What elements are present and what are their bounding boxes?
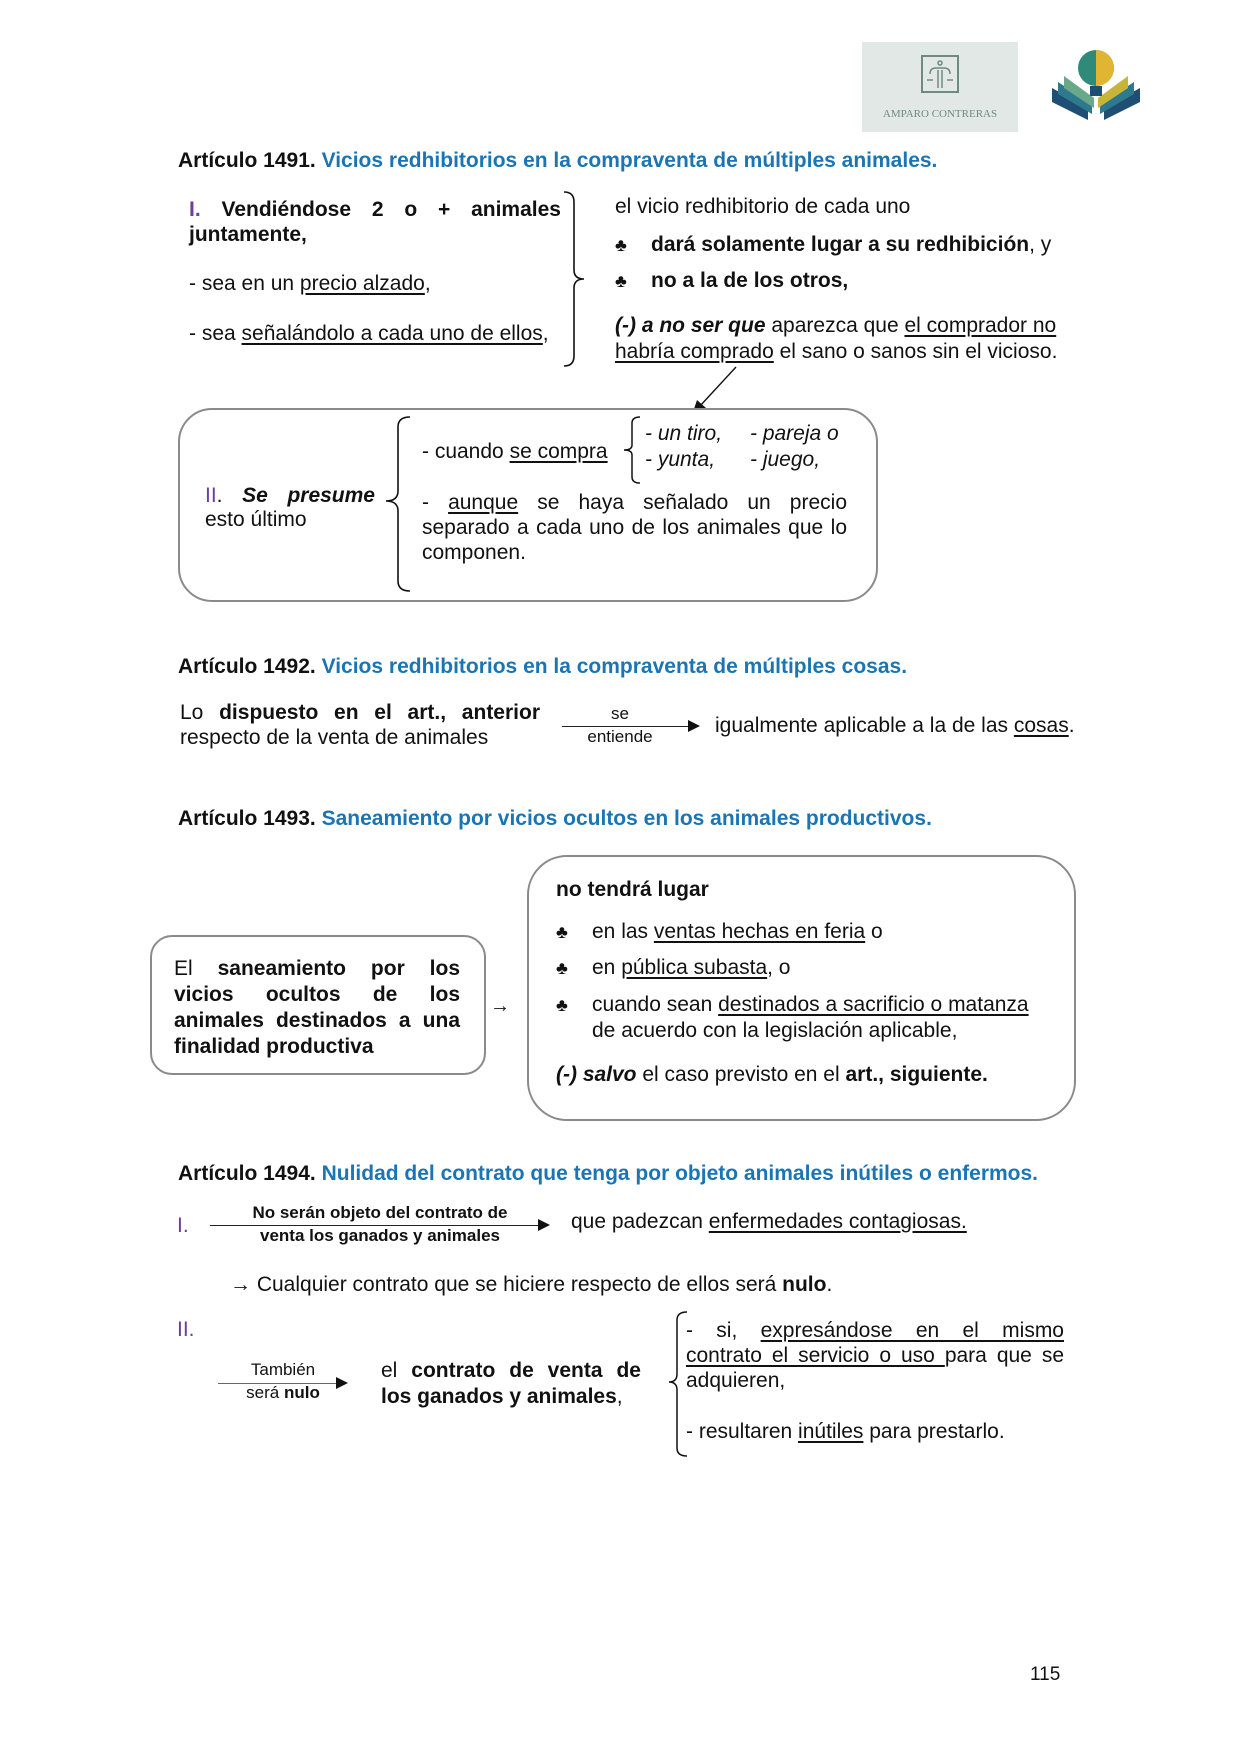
text: será (246, 1383, 284, 1402)
sub-row-2 (645, 447, 839, 473)
sub-items (645, 421, 839, 473)
line-1 (174, 956, 460, 982)
text: saneamiento por los (217, 957, 461, 980)
cond2 (686, 1419, 1064, 1444)
bold: nulo (782, 1273, 827, 1296)
line-2 (381, 1384, 641, 1410)
presume-line (205, 484, 375, 508)
conditions-block (686, 1318, 1064, 1444)
text: Lo (180, 701, 220, 724)
arrow-icon: → (230, 1273, 251, 1296)
item-underlined: se compra (509, 440, 608, 463)
club-bullet-icon: ♣ (556, 922, 568, 942)
box-heading: no tendrá lugar (556, 878, 709, 901)
arrow-top-label: No serán objeto del contrato de (252, 1203, 508, 1222)
sub-item: - yunta, (645, 448, 716, 471)
lead-text: Vendiéndose 2 o + animales (221, 198, 561, 221)
text: en (592, 956, 622, 979)
article-title: Vicios redhibitorios en la compraventa de múltiples animales. (321, 149, 938, 172)
page-number: 115 (1030, 1664, 1061, 1685)
dot: . (188, 1318, 195, 1341)
nulo-consequence (230, 1273, 832, 1297)
underlined: ventas hechas en feria (653, 920, 866, 943)
text: igualmente aplicable a la de las (715, 714, 1014, 737)
underlined: enfermedades contagiosas. (708, 1210, 967, 1233)
article-title: Vicios redhibitorios en la compraventa de múltiples cosas. (321, 655, 908, 678)
bold: contrato de venta de (411, 1359, 641, 1382)
club-bullet-icon: ♣ (615, 235, 627, 255)
presumption-label (205, 484, 375, 532)
line-3: animales destinados a una (174, 1009, 460, 1032)
article-label: Artículo 1491. (178, 149, 316, 172)
bold: art., siguiente. (845, 1063, 988, 1086)
underlined: destinados a sacrificio o matanza (718, 993, 1029, 1016)
line-2: vicios ocultos de los (174, 983, 460, 1006)
bullet-bold: dará solamente lugar a su redhibición (651, 233, 1030, 256)
text: para prestarlo. (863, 1420, 1005, 1443)
club-bullet-icon: ♣ (556, 958, 568, 978)
aunque-line-2: separado a cada uno de los animales que lo (422, 516, 847, 539)
sub-item: - juego, (750, 448, 821, 471)
numeral-ii: II (205, 484, 217, 507)
club-bullet-icon: ♣ (615, 271, 627, 291)
cond1-line3: adquieren, (686, 1369, 786, 1392)
art1492-right (715, 714, 1075, 738)
arrow-bottom-label: entiende (587, 727, 653, 746)
left-line-2: respecto de la venta de animales (180, 726, 489, 749)
contrato-venta-text (381, 1358, 641, 1410)
aunque-underlined: aunque (448, 491, 519, 514)
contagious-text (571, 1210, 967, 1234)
bullet-feria (556, 920, 1056, 944)
aunque-line-3: componen. (422, 541, 526, 564)
line-1 (381, 1358, 641, 1384)
art1492-left (180, 700, 540, 750)
sub-row-1 (645, 421, 839, 447)
text: que padezcan (571, 1210, 709, 1233)
bold-text: dispuesto en el art., anterior (219, 701, 540, 724)
arrow-top-label: se (611, 704, 629, 723)
text: . (1068, 714, 1075, 737)
arrow-top-label: También (250, 1360, 316, 1379)
sub-item: - un tiro, (645, 422, 723, 445)
bold-italic: (-) salvo (556, 1063, 637, 1086)
text: . (826, 1273, 833, 1296)
cond1-line1 (686, 1318, 1064, 1343)
text: El (174, 957, 218, 980)
arrow-head-icon (688, 720, 700, 732)
text: , o (767, 956, 791, 979)
underlined: expresándose en el mismo (760, 1319, 1064, 1342)
numeral-ii-1494 (177, 1318, 195, 1342)
arrow-bottom-label (218, 1383, 348, 1403)
opt-underlined: señalándolo a cada uno de ellos (241, 322, 543, 345)
bullet-sacrificio (556, 992, 1056, 1043)
except-underlined: el comprador no (904, 314, 1057, 337)
underlined: cosas (1013, 714, 1069, 737)
opt-underlined: precio alzado (299, 272, 425, 295)
except-text: aparezca que (765, 314, 905, 337)
no-tendra-lugar-content (556, 878, 1056, 1087)
logo-text: AMPARO CONTRERAS (882, 108, 998, 120)
article-label: Artículo 1493. (178, 807, 316, 830)
underlined: inútiles (798, 1420, 864, 1443)
arrow-bottom-label: venta los ganados y animales (260, 1226, 500, 1245)
opt-prefix: - sea en un (189, 272, 300, 295)
except-lead: (-) a no ser que (615, 314, 766, 337)
lead-line-2: juntamente, (189, 223, 307, 246)
text: en las (592, 920, 654, 943)
small-left-brace-icon (620, 415, 644, 485)
article-title: Nulidad del contrato que tenga por objeto animales inútiles o enfermos. (321, 1162, 1039, 1185)
right-arrow-icon: → (490, 995, 510, 1017)
opt-prefix: - sea (189, 322, 242, 345)
bullet-bold: no a la de los otros, (651, 269, 849, 292)
numeral: II (177, 1318, 189, 1341)
text: , (616, 1385, 623, 1408)
article-1494-heading (178, 1162, 1038, 1186)
text: o (865, 920, 883, 943)
article-1492-heading (178, 655, 907, 679)
salvo-line (556, 1063, 1056, 1087)
presume-bold: Se presume (242, 484, 375, 507)
dash: - (422, 491, 449, 514)
item-aunque (422, 490, 847, 565)
bold: nulo (283, 1383, 320, 1402)
numeral-dot: . (216, 484, 223, 507)
text: cuando sean (592, 993, 719, 1016)
line-4: finalidad productiva (174, 1035, 374, 1058)
saneamiento-text (174, 956, 460, 1060)
item-prefix: - cuando (422, 440, 510, 463)
cond1-line2 (686, 1343, 1064, 1368)
underlined: contrato el servicio o uso (686, 1344, 945, 1367)
text: Cualquier contrato que se hiciere respecto de ellos será (251, 1273, 783, 1296)
text: para que se (944, 1344, 1065, 1367)
bullet-rest: , y (1029, 233, 1052, 256)
underlined: pública subasta (621, 956, 768, 979)
numeral-i: I. (189, 198, 201, 221)
item-se-compra (422, 440, 608, 464)
intro-text: el vicio redhibitorio de cada uno (615, 195, 911, 218)
aunque-line-1 (422, 490, 847, 515)
numeral-i: I. (177, 1214, 189, 1237)
text: el caso previsto en el (636, 1063, 846, 1086)
except-underlined: habría comprado (615, 340, 774, 363)
text: - resultaren (686, 1420, 799, 1443)
text: - si, (686, 1319, 761, 1342)
opt-suffix: , (424, 272, 431, 295)
aunque-rest: se haya señalado un precio (518, 491, 847, 514)
presume-rest: esto último (205, 508, 307, 531)
text: el (381, 1359, 412, 1382)
article-label: Artículo 1494. (178, 1162, 316, 1185)
except-text: el sano o sanos sin el vicioso. (773, 340, 1058, 363)
bullet-subasta (556, 956, 1056, 980)
left-brace-icon (382, 415, 412, 595)
text: de acuerdo con la legislación aplicable, (592, 1019, 958, 1042)
opt-suffix: , (542, 322, 549, 345)
left-line-1 (180, 700, 540, 725)
article-title: Saneamiento por vicios ocultos en los animales productivos. (321, 807, 932, 830)
bold: los ganados y animales (381, 1385, 617, 1408)
article-label: Artículo 1492. (178, 655, 316, 678)
club-bullet-icon: ♣ (556, 995, 568, 1015)
article-1493-heading (178, 807, 932, 831)
sub-item: - pareja o (750, 422, 839, 445)
